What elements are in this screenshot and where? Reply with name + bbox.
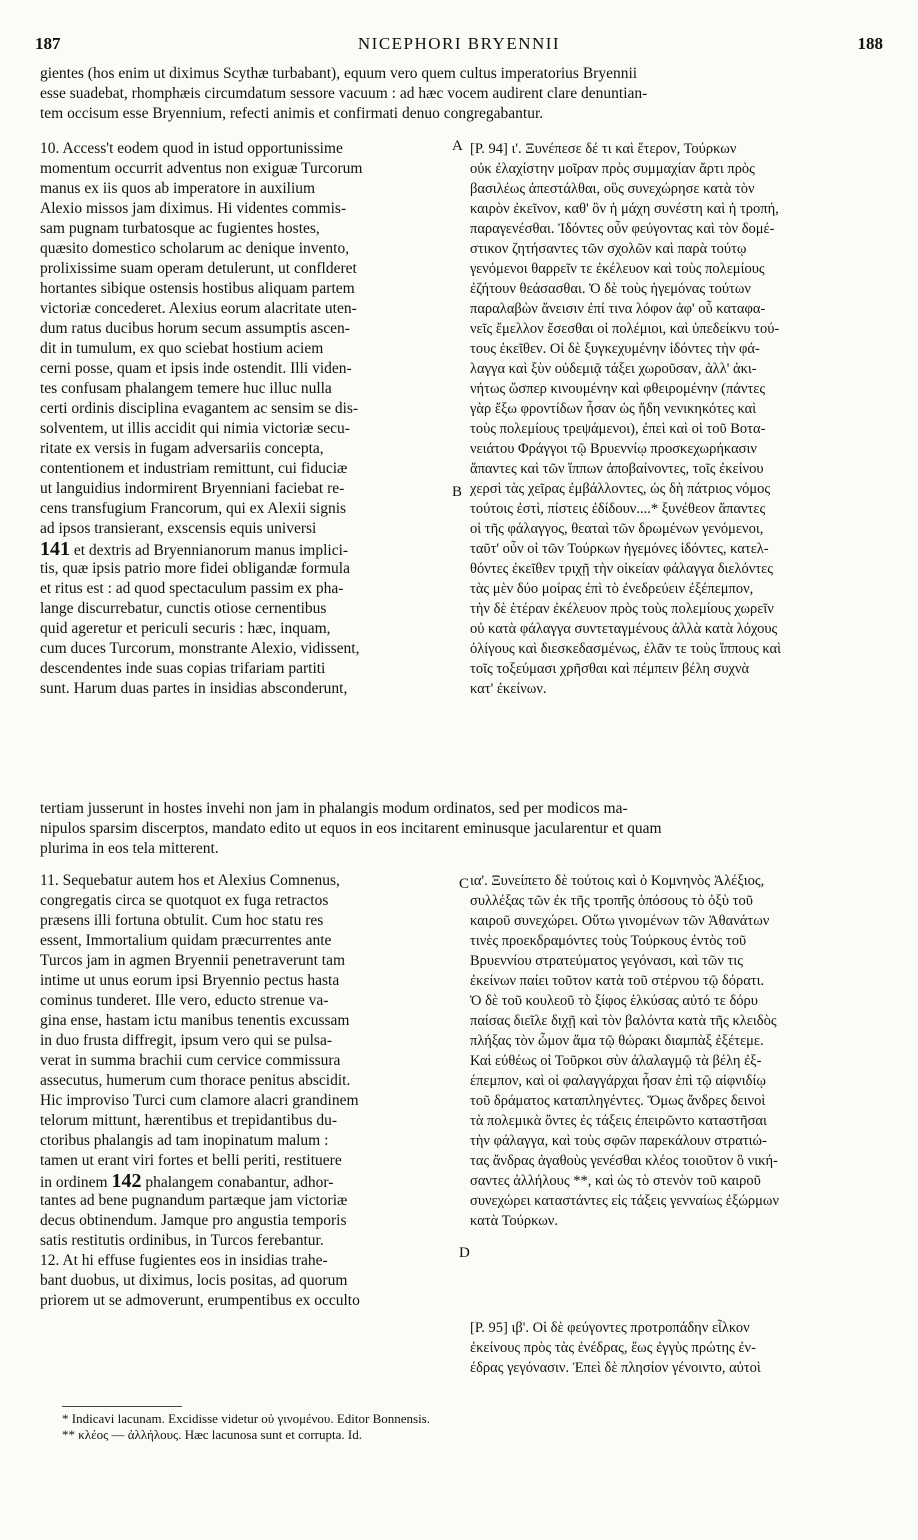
latin-line: decus obtinendum. Jamque pro angustia temporis (40, 1212, 347, 1229)
greek-line: τὴν φάλαγγα, καὶ τοὺς σφῶν παρεκάλουν στρατιώ- (470, 1133, 767, 1149)
latin-line: cerni posse, quam et ipsis inde ostendit. Illi viden- (40, 360, 352, 377)
latin-line: ritate ex versis in fugam adversariis concepta, (40, 440, 324, 457)
latin-line: sunt. Harum duas partes in insidias absconderunt, (40, 680, 348, 697)
greek-line: κατὰ Τούρκων. (470, 1213, 558, 1229)
greek-line: βασιλέως ἀπεστάλθαι, οὓς συνεχώρησε κατὰ τὸν (470, 181, 755, 197)
latin-line: ad ipsos transierant, exscensis equis universi (40, 520, 317, 537)
latin-line: bant duobus, ut diximus, locis positas, ad quorum (40, 1272, 348, 1289)
greek-line: σαντες ἀλλήλους **, καὶ ὡς τὸ στενὸν τοῦ καιροῦ (470, 1173, 761, 1189)
greek-line: νεῖς ἔμελλον ἔσεσθαι οἱ πολέμιοι, καὶ ὑπεδείκνυ τού- (470, 321, 780, 337)
latin-line: dum ratus ducibus horum secum assumptis ascen- (40, 320, 350, 337)
latin-line: et ritus est : ad quod spectaculum passim ex pha- (40, 580, 344, 597)
greek-line: τούτοις ἐστὶ, πίστεις ἐδίδουν....* ξυνέθεον ἅπαντες (470, 501, 766, 517)
greek-line: κατ' ἐκείνων. (470, 681, 547, 697)
latin-line: sam pugnam turbatosque ac fugientes hostes, (40, 220, 320, 237)
greek-line: τοῖς τοξεύμασι χρῆσθαι καὶ πέμπειν βέλη συχνὰ (470, 661, 750, 677)
margin-letter-c: C (459, 876, 470, 892)
running-title: NICEPHORI BRYENNII (357, 34, 561, 53)
latin-line: præsens illi fortuna obtulit. Cum hoc statu res (40, 912, 324, 929)
greek-line: [P. 95] ιβ'. Οἱ δὲ φεύγοντες προτροπάδην εἷλκον (470, 1320, 750, 1336)
page-number-left: 187 (35, 34, 61, 53)
page-header (35, 34, 883, 58)
greek-line: ταῦτ' οὖν οἱ τῶν Τούρκων ἡγεμόνες ἰδόντες, κατελ- (470, 541, 769, 557)
margin-letter-d: D (459, 1245, 470, 1261)
greek-line: οὐκ ἐλαχίστην μοῖραν πρὸς συμμαχίαν ἄρτι πρὸς (470, 161, 755, 177)
greek-line: τους ἐκεῖθεν. Οἱ δὲ ξυγκεχυμένην ἰδόντες τὴν φά- (470, 341, 760, 357)
greek-line: παίσας διεῖλε διχῇ καὶ τὸν βαλόντα κατὰ τῆς κλειδὸς (470, 1013, 777, 1029)
latin-line: tis, quæ ipsis patrio more fidei obligandæ formula (40, 560, 350, 577)
greek-line: συνεχώρει καταστάντες εἰς τάξεις γενναίως ἐξώρμων (470, 1193, 780, 1209)
margin-letter-a: A (452, 138, 463, 154)
page-number-right: 188 (857, 34, 883, 53)
latin-line: ut languidius indormirent Bryenniani faciebat re- (40, 480, 345, 497)
greek-line: οὐ κατὰ φάλαγγα συντεταγμένους ἀλλὰ κατὰ λόχους (470, 621, 778, 637)
latin-line: momentum occurrit adventus non exiguæ Turcorum (40, 160, 363, 177)
greek-line: Ὁ δὲ τοῦ κουλεοῦ τὸ ξίφος ἑλκύσας αὐτό τε δόρυ (470, 993, 758, 1009)
latin-line: telorum mittunt, hærentibus et trepidantibus du- (40, 1112, 338, 1129)
greek-line: τὰ πολεμικὰ ὄντες ἐς τάξεις ἐπειρῶντο καταστῆσαι (470, 1113, 767, 1129)
latin-line: gina ense, hastam ictu manibus tenentis excussam (40, 1012, 350, 1029)
latin-line: ctoribus phalangis ad tam inopinatum malum : (40, 1132, 329, 1149)
latin-line: 10. Access't eodem quod in istud opportunissime (40, 140, 343, 157)
footnote-2: ** κλέος — ἀλλήλους. Hæc lacunosa sunt et corrupta. Id. (62, 1427, 362, 1442)
greek-line: συλλέξας τῶν ἐκ τῆς τροπῆς ὁπόσους τὸ ὀξὺ τοῦ (470, 893, 753, 909)
greek-line: καιροῦ συνεχώρει. Οὕτω γινομένων τῶν Ἀθανάτων (470, 913, 770, 929)
greek-line: [P. 94] ι'. Ξυνέπεσε δέ τι καὶ ἕτερον, Τούρκων (470, 141, 737, 157)
latin-line: intime ut unus eorum ipsi Bryennio pectus hasta (40, 972, 340, 989)
text-line: plurima in eos tela mitterent. (40, 840, 219, 857)
latin-line: quid ageretur et periculi securis : hæc, inquam, (40, 620, 331, 637)
latin-line: assecutus, humerum cum thorace penitus abscidit. (40, 1072, 351, 1089)
greek-line: χερσὶ τὰς χεῖρας ἐμβάλλοντες, ὡς δὴ πάτριος νόμος (470, 481, 771, 497)
greek-line: ἐκείνους πρὸς τὰς ἐνέδρας, ἕως ἐγγὺς πρώτης ἐν- (470, 1340, 756, 1356)
latin-line: manus ex iis quos ab imperatore in auxilium (40, 180, 316, 197)
greek-line: γὰρ ἔξω φροντίδων ἦσαν ὡς ἤδη νενικηκότες καὶ (470, 401, 757, 417)
latin-line: satis restitutis ordinibus, in Turcos ferebantur. (40, 1232, 324, 1249)
latin-line: 141 et dextris ad Bryennianorum manus implici- (40, 539, 349, 559)
latin-line: cens transfugium Francorum, qui ex Alexii signis (40, 500, 347, 517)
greek-line: πλήξας τὸν ὦμον ἅμα τῷ θώρακι διαμπὰξ ἐξέτεμε. (470, 1033, 764, 1049)
latin-line: hortantes sibique ostensis hostibus aliquam partem (40, 280, 355, 297)
greek-line: ἐκείνων παίει τοῦτον κατὰ τοῦ στέρνου τῷ δόρατι. (470, 973, 765, 989)
latin-line: tamen ut erant viri fortes et belli periti, restituere (40, 1152, 342, 1169)
latin-line: tantes ad bene pugnandum partæque jam victoriæ (40, 1192, 348, 1209)
latin-line: 11. Sequebatur autem hos et Alexius Comnenus, (40, 872, 340, 889)
text-line: tertiam jusserunt in hostes invehi non jam in phalangis modum ordinatos, sed per modicos ma- (40, 800, 628, 817)
footnote-1: * Indicavi lacunam. Excidisse videtur οὐ γινομένου. Editor Bonnensis. (62, 1411, 430, 1426)
greek-line: τινὲς προεκδραμόντες τοὺς Τούρκους ἐντὸς τοῦ (470, 933, 747, 949)
latin-line: prolixissime suam operam detulerunt, ut conflderet (40, 260, 357, 277)
greek-line: ὀλίγους καὶ διεσκεδασμένως, ἐλᾶν τε τοὺς ἵππους καὶ (470, 641, 781, 657)
latin-line: verat in summa brachii cum cervice commissura (40, 1052, 341, 1069)
greek-line: γενόμενοι θαρρεῖν τε ἐκέλευον καὶ τοὺς πολεμίους (470, 261, 765, 277)
greek-line: παραλαβὼν ἄνεισιν ἐπί τινα λόφον ἀφ' οὗ καταφα- (470, 301, 766, 317)
greek-line: οἱ τῆς φάλαγγος, θεαταὶ τῶν δρωμένων γενόμενοι, (470, 521, 764, 537)
greek-line: λαγγα καὶ ξὺν οὐδεμιᾷ τάξει χωροῦσαν, ἀλλ' ἀκι- (470, 361, 757, 377)
latin-line: Turcos jam in agmen Bryennii penetraverunt tam (40, 952, 346, 969)
greek-line: στικον ζητήσαντες τῶν σχολῶν καὶ παρὰ τούτῳ (470, 241, 747, 257)
greek-line: ἐζήτουν θεάσασθαι. Ὁ δὲ τοὺς ἡγεμόνας τούτων (470, 281, 751, 297)
greek-line: θόντες ἐκεῖθεν τριχῇ τὴν οἰκείαν φάλαγγα διελόντες (470, 561, 774, 577)
greek-line: τὴν δὲ ἑτέραν ἐκέλευον πρὸς τοὺς πολεμίους χωρεῖν (470, 601, 774, 617)
footnote-rule (62, 1406, 182, 1407)
latin-line: congregatis circa se quotquot ex fuga retractos (40, 892, 329, 909)
latin-line: 12. At hi effuse fugientes eos in insidias trahe- (40, 1252, 328, 1269)
latin-line: dit in tumulum, ex quo sciebat hostium aciem (40, 340, 324, 357)
text-line: tem occisum esse Bryennium, refecti animis et confirmati denuo congregabantur. (40, 105, 544, 122)
latin-line: Alexio missos jam diximus. Hi videntes commis- (40, 200, 347, 217)
latin-line: contentionem et industriam remittunt, cui fiduciæ (40, 460, 348, 477)
text-line: gientes (hos enim ut diximus Scythæ turbabant), equum vero quem cultus imperatorius Bryennii (40, 65, 638, 82)
greek-line: έδρας γεγόνασιν. Ἐπεὶ δὲ πλησίον γένοιντο, αὐτοὶ (470, 1360, 761, 1376)
latin-line: cum duces Turcorum, monstrante Alexio, vidissent, (40, 640, 360, 657)
latin-line: solventem, ut illis accidit qui nimia victoriæ secu- (40, 420, 350, 437)
latin-line: priorem ut se admoverunt, erumpentibus ex occulto (40, 1292, 360, 1309)
margin-letter-b: B (452, 484, 463, 500)
latin-line: essent, Immortalium quidam præcurrentes ante (40, 932, 332, 949)
latin-line: quæsito domestico scholarum ac denique invento, (40, 240, 350, 257)
text-line: esse suadebat, rhomphæis circumdatum sessore vacuum : ad hæc vocem audirent clare denuntian- (40, 85, 648, 102)
greek-line: τας ἄνδρας ἀγαθοὺς γενέσθαι κλέος τοιοῦτον ὃ νική- (470, 1153, 778, 1169)
greek-line: τοῦ δράματος καταπληγέντες. Ὅμως ἄνδρες δεινοὶ (470, 1093, 766, 1109)
greek-line: καιρὸν ἐκεῖνον, καθ' ὃν ἡ μάχη συνέστη καὶ ἡ τροπή, (470, 201, 779, 217)
greek-line: ἅπαντες καὶ τῶν ἵππων ἀποβαίνοντες, τοῖς ἐκείνου (470, 461, 764, 477)
greek-line: νήτως ὥσπερ κινουμένην καὶ φθειρομένην (πάντες (470, 381, 766, 397)
latin-line: cominus tunderet. Ille vero, educto strenue va- (40, 992, 329, 1009)
latin-line: lange discurrebatur, cunctis otiose cernentibus (40, 600, 327, 617)
latin-line: in ordinem 142 phalangem conabantur, adhor- (40, 1171, 334, 1191)
latin-line: certi ordinis disciplina evagantem ac sensim se dis- (40, 400, 359, 417)
greek-line: Καὶ εὐθέως οἱ Τοῦρκοι σὺν ἀλαλαγμῷ τὰ βέλη ἐξ- (470, 1053, 762, 1069)
greek-line: παραγενέσθαι. Ἰδόντες οὖν φεύγοντας καὶ τὸν δομέ- (470, 221, 775, 237)
text-line: nipulos sparsim discerptos, mandato edito ut equos in eos incitarent eminusque jacularentur et quam (40, 820, 662, 837)
greek-line: ια'. Ξυνείπετο δὲ τούτοις καὶ ὁ Κομνηνὸς Ἀλέξιος, (470, 873, 765, 889)
greek-line: Βρυεννίου στρατεύματος γεγόνασι, καὶ τῶν τις (470, 953, 743, 969)
latin-line: tes confusam phalangem temere huc illuc nulla (40, 380, 332, 397)
latin-line: descendentes inde suas copias trifariam partiti (40, 660, 326, 677)
greek-line: τὰς μὲν δύο μοίρας ἐπὶ τὸ ἐνεδρεύειν ἐξέπεμπον, (470, 581, 754, 597)
greek-line: τοὺς πολεμίους τρεψάμενοι), ἐπεὶ καὶ οἱ τοῦ Βοτα- (470, 421, 766, 437)
latin-line: victoriæ concederet. Alexius eorum alacritate uten- (40, 300, 357, 317)
latin-line: Hic improviso Turci cum clamore alacri grandinem (40, 1092, 359, 1109)
greek-line: νειάτου Φράγγοι τῷ Βρυεννίῳ προσκεχωρήκασιν (470, 441, 757, 457)
greek-line: έπεμπον, καὶ οἱ φαλαγγάρχαι ἦσαν ἐπὶ τῷ αἰφνιδίῳ (470, 1073, 766, 1089)
latin-line: in duo frusta diffregit, ipsum vero qui se pulsa- (40, 1032, 333, 1049)
